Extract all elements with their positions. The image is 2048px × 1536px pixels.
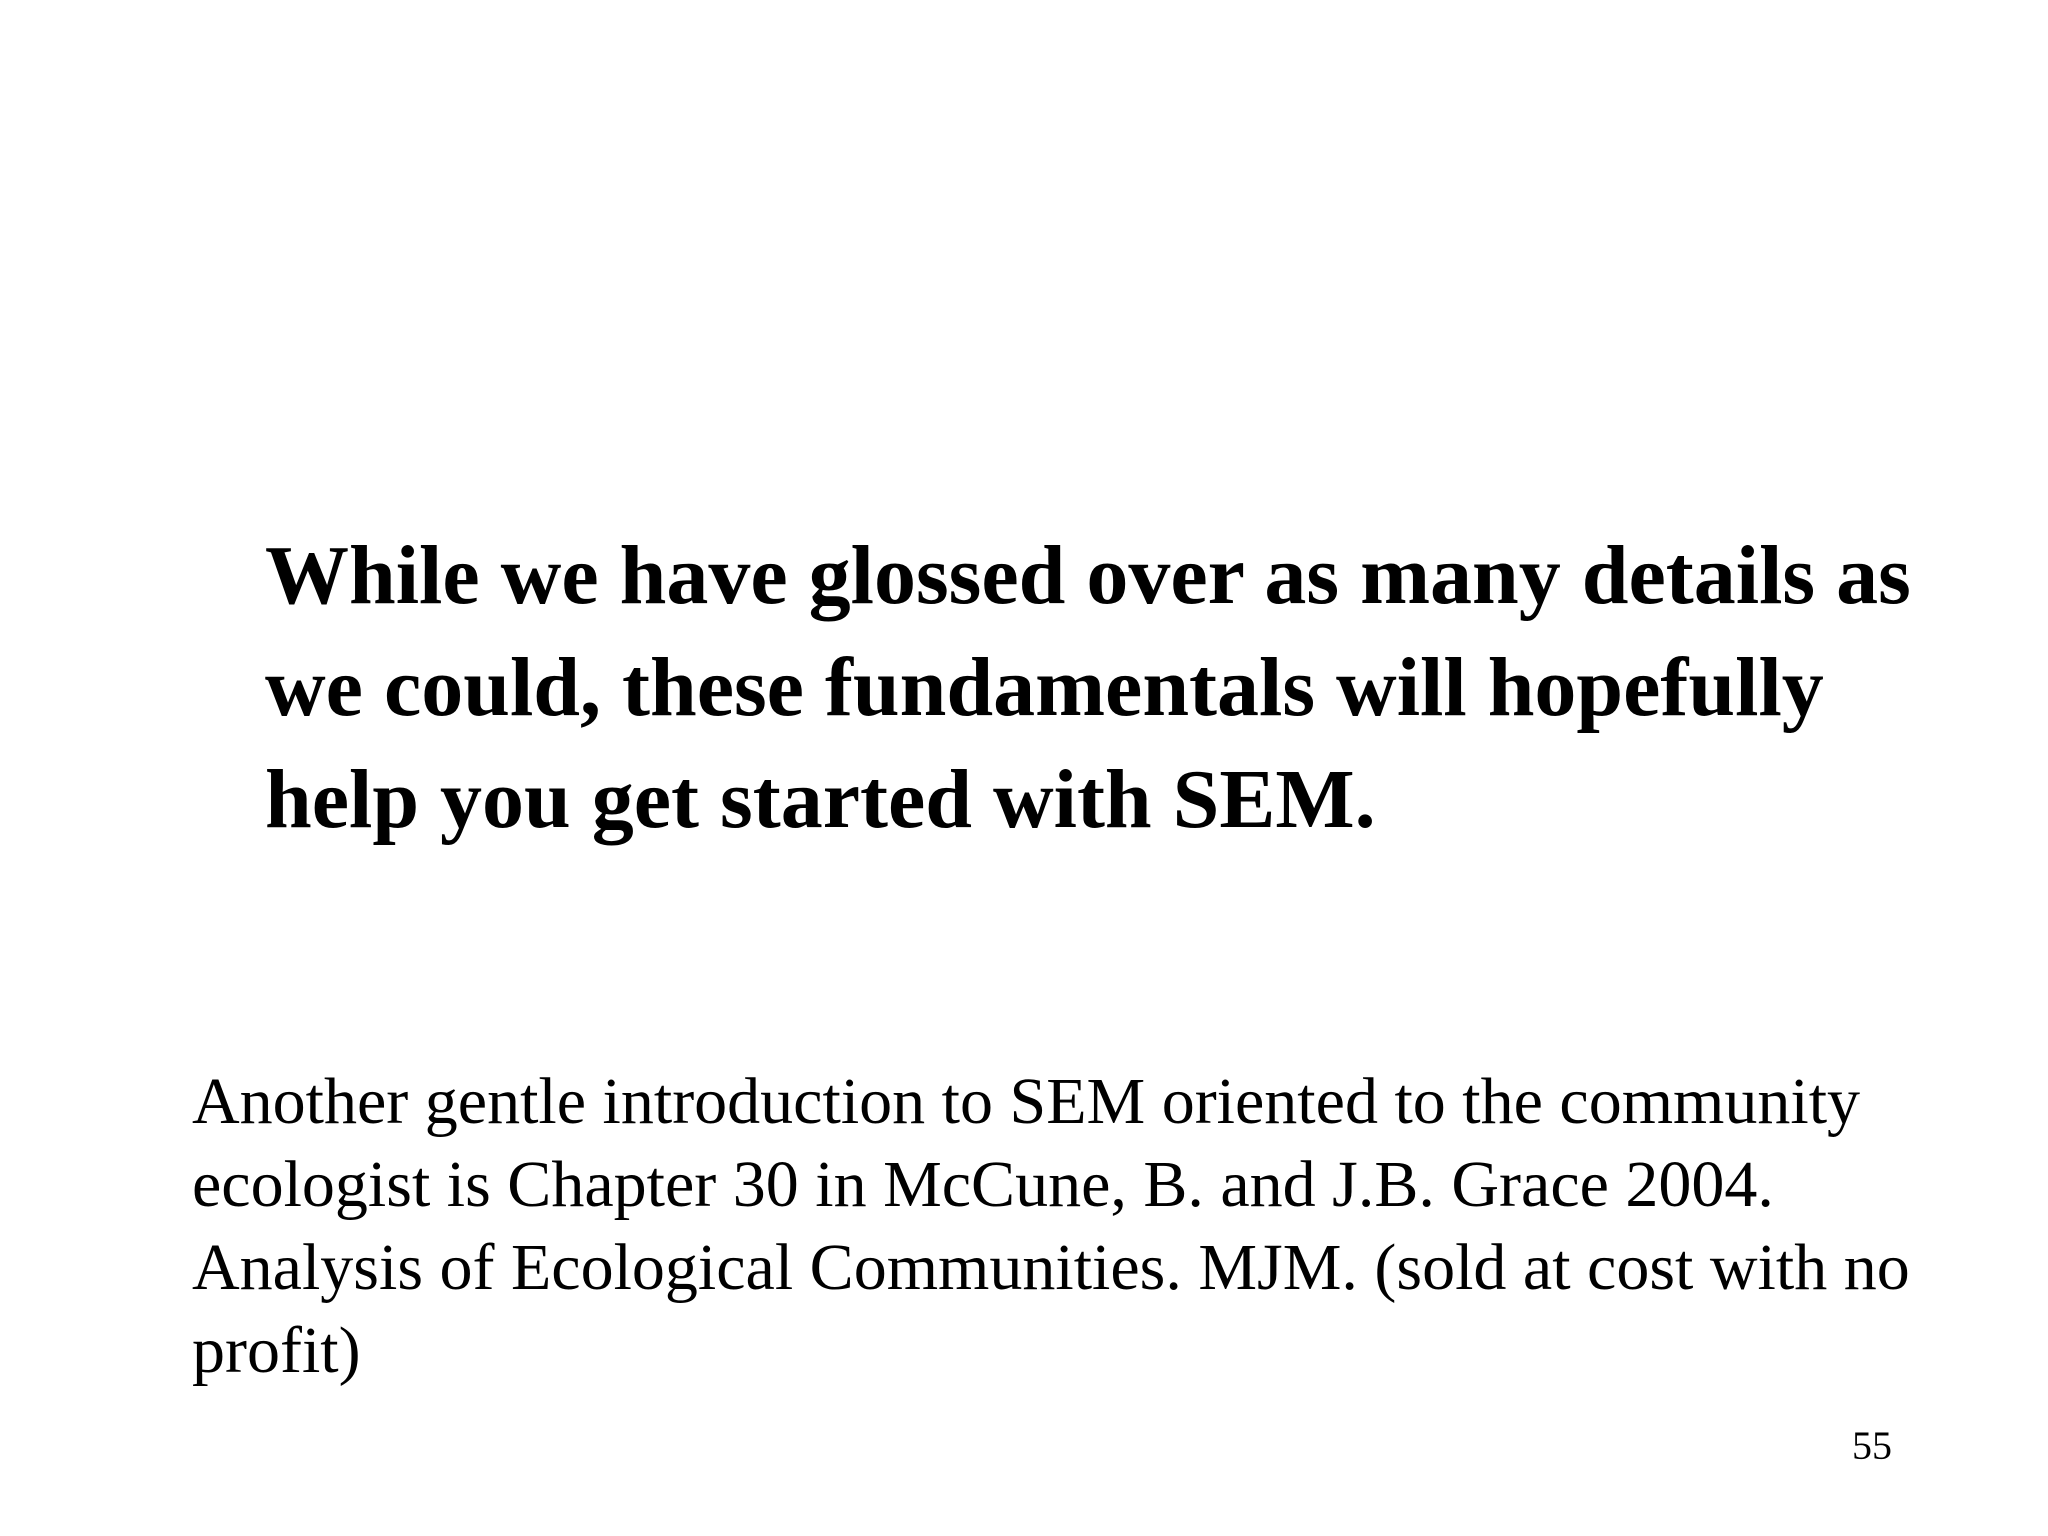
page-number: 55 — [1852, 1423, 1892, 1468]
reference-text: Another gentle introduction to SEM oriented to the community ecologist is Chapter 30 in McCune, B. and J.B. Grace 2004. Analysis of Ecological Communities. MJM. (sold at cost with no profit) — [192, 1065, 1910, 1387]
slide-heading: While we have glossed over as many details as we could, these fundamentals will hopefully help you get started with SEM. — [265, 529, 1911, 846]
